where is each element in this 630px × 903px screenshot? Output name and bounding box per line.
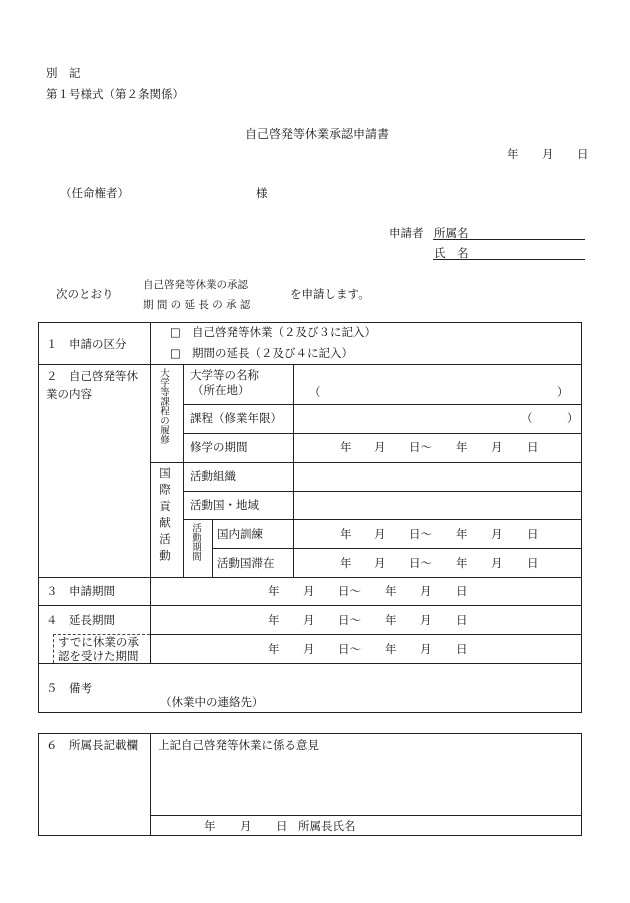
date-day-tilde: 日〜 bbox=[338, 642, 361, 656]
date-year-label: 年 bbox=[507, 147, 519, 161]
location-paren-open: （ bbox=[309, 385, 321, 399]
date-month: 月 bbox=[303, 642, 315, 656]
date-day: 日 bbox=[527, 440, 539, 454]
row2-label: ２ 自己啓発等休業の内容 bbox=[46, 369, 138, 401]
column-divider bbox=[212, 519, 213, 577]
row-divider bbox=[183, 491, 582, 492]
column-divider bbox=[293, 364, 294, 577]
study-period-label: 修学の期間 bbox=[190, 440, 248, 454]
date-day: 日 bbox=[456, 613, 468, 627]
opinion-text: 上記自己啓発等休業に係る意見 bbox=[158, 738, 319, 752]
row-divider bbox=[38, 364, 582, 365]
activity-period-label: 活動期間 bbox=[190, 523, 201, 561]
date-year: 年 bbox=[268, 613, 280, 627]
date-day-tilde: 日〜 bbox=[409, 440, 432, 454]
date-month: 月 bbox=[491, 527, 503, 541]
date-year: 年 bbox=[268, 642, 280, 656]
row3-label: ３ 申請期間 bbox=[46, 584, 115, 598]
row5-label: ５ 備考 bbox=[46, 681, 92, 695]
date-year: 年 bbox=[340, 527, 352, 541]
intl-activity-label: 国際貢献活動 bbox=[158, 467, 172, 566]
row-divider bbox=[150, 815, 582, 816]
course-years-paren: （ ） bbox=[521, 411, 579, 425]
date-month: 月 bbox=[303, 613, 315, 627]
domestic-training-label: 国内訓練 bbox=[217, 527, 263, 541]
row1-label: １ 申請の区分 bbox=[46, 337, 127, 351]
location-paren-close: ） bbox=[557, 385, 569, 399]
page-title: 自己啓発等休業承認申請書 bbox=[245, 127, 390, 141]
date-year: 年 bbox=[456, 527, 468, 541]
sama-label: 様 bbox=[256, 186, 268, 200]
request-option-approval: 自己啓発等休業の承認 bbox=[143, 279, 248, 291]
date-month: 月 bbox=[420, 613, 432, 627]
date-month: 月 bbox=[420, 584, 432, 598]
date-year: 年 bbox=[456, 440, 468, 454]
date-year: 年 bbox=[385, 584, 397, 598]
date-month: 月 bbox=[374, 440, 386, 454]
row-divider bbox=[212, 548, 582, 549]
date-day-label: 日 bbox=[577, 147, 589, 161]
row-divider bbox=[38, 605, 582, 606]
date-day-tilde: 日〜 bbox=[409, 527, 432, 541]
date-day-tilde: 日〜 bbox=[409, 556, 432, 570]
opinion-month: 月 bbox=[240, 819, 252, 833]
univ-course-label: 大学等課程の履修 bbox=[158, 368, 169, 444]
row-divider bbox=[183, 433, 582, 434]
contact-label: （休業中の連絡先） bbox=[160, 695, 264, 709]
head-name-label: 所属長氏名 bbox=[298, 819, 356, 833]
date-year: 年 bbox=[385, 613, 397, 627]
univ-location-label: （所在地） bbox=[192, 383, 250, 397]
request-prefix: 次のとおり bbox=[56, 287, 114, 301]
date-month: 月 bbox=[303, 584, 315, 598]
betsuki-label: 別 記 bbox=[46, 66, 81, 80]
row-divider bbox=[150, 634, 582, 635]
row-divider bbox=[150, 462, 582, 463]
date-day: 日 bbox=[527, 527, 539, 541]
row-divider bbox=[183, 404, 582, 405]
checkbox-leave[interactable]: □ bbox=[170, 325, 181, 339]
appointer-label: （任命権者） bbox=[60, 186, 129, 200]
opinion-day: 日 bbox=[276, 819, 288, 833]
date-month: 月 bbox=[491, 440, 503, 454]
date-month-label: 月 bbox=[542, 147, 554, 161]
option-leave: 自己啓発等休業（２及び３に記入） bbox=[192, 325, 376, 339]
row4-label: ４ 延長期間 bbox=[46, 613, 115, 627]
row-divider bbox=[38, 577, 582, 578]
date-month: 月 bbox=[420, 642, 432, 656]
column-divider bbox=[150, 733, 151, 836]
date-month: 月 bbox=[374, 527, 386, 541]
request-option-extension: 期 間 の 延 長 の 承 認 bbox=[143, 299, 251, 311]
row-divider bbox=[183, 519, 582, 520]
date-day: 日 bbox=[456, 642, 468, 656]
date-year: 年 bbox=[385, 642, 397, 656]
date-day-tilde: 日〜 bbox=[338, 613, 361, 627]
row-divider-dashed bbox=[53, 634, 54, 663]
abroad-stay-label: 活動国滞在 bbox=[217, 556, 275, 570]
date-year: 年 bbox=[456, 556, 468, 570]
country-label: 活動国・地域 bbox=[190, 498, 259, 512]
date-year: 年 bbox=[268, 584, 280, 598]
row-divider bbox=[38, 663, 582, 664]
org-label: 活動組織 bbox=[190, 469, 236, 483]
affiliation-field[interactable] bbox=[433, 239, 585, 240]
date-month: 月 bbox=[491, 556, 503, 570]
column-divider bbox=[183, 364, 184, 577]
course-label: 課程（修業年限） bbox=[190, 411, 282, 425]
opinion-year: 年 bbox=[204, 819, 216, 833]
option-extension: 期間の延長（２及び４に記入） bbox=[192, 346, 353, 360]
name-label: 氏 名 bbox=[434, 246, 469, 260]
prior-approved-period-label: すでに休業の承認を受けた期間 bbox=[58, 635, 139, 663]
date-day-tilde: 日〜 bbox=[338, 584, 361, 598]
date-year: 年 bbox=[340, 556, 352, 570]
checkbox-extension[interactable]: □ bbox=[170, 346, 181, 360]
column-divider bbox=[150, 322, 151, 663]
affiliation-label: 所属名 bbox=[434, 226, 469, 240]
applicant-label: 申請者 bbox=[389, 226, 424, 240]
univ-name-label: 大学等の名称 bbox=[190, 368, 259, 382]
date-day: 日 bbox=[456, 584, 468, 598]
date-year: 年 bbox=[340, 440, 352, 454]
opinion-label: ６ 所属長記載欄 bbox=[46, 738, 138, 752]
request-suffix: を申請します。 bbox=[290, 287, 370, 301]
name-field[interactable] bbox=[433, 259, 585, 260]
date-day: 日 bbox=[527, 556, 539, 570]
date-month: 月 bbox=[374, 556, 386, 570]
form-number: 第１号様式（第２条関係） bbox=[46, 87, 184, 101]
